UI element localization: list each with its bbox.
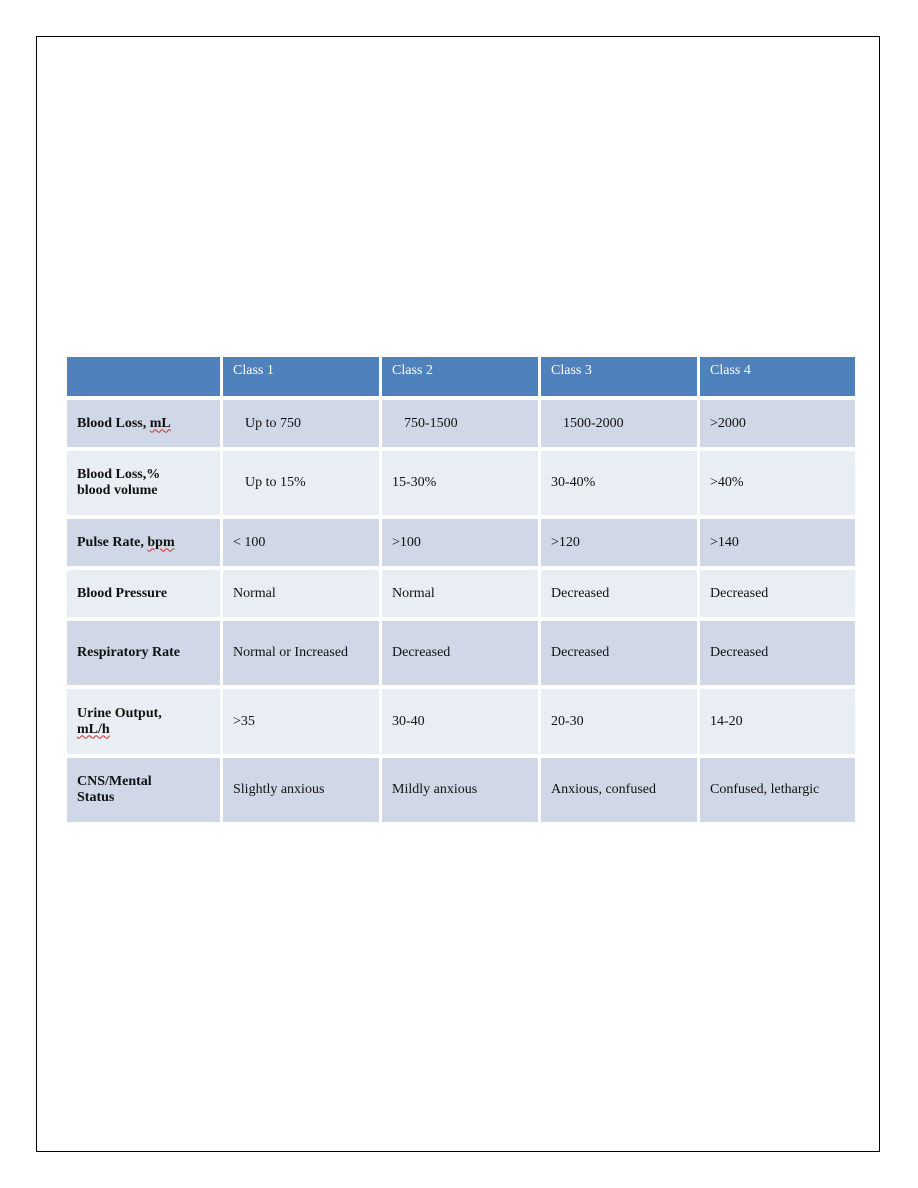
row-label-text-line2: Status — [77, 790, 115, 805]
table-cell: >140 — [700, 519, 855, 566]
table-row — [67, 519, 855, 566]
table-cell: Up to 15% — [223, 451, 379, 515]
table-cell: Anxious, confused — [541, 758, 697, 822]
table-row — [67, 451, 855, 515]
table-row — [67, 621, 855, 685]
table-cell: Normal — [223, 570, 379, 617]
header-cell-class-2: Class 2 — [382, 357, 538, 396]
row-label-text: Blood Pressure — [77, 585, 168, 601]
table-cell: 750-1500 — [382, 400, 538, 447]
table-cell: Up to 750 — [223, 400, 379, 447]
row-label — [67, 621, 220, 685]
header-cell-class-4: Class 4 — [700, 357, 855, 396]
table-cell: 30-40% — [541, 451, 697, 515]
table-cell: Decreased — [541, 570, 697, 617]
table-row — [67, 689, 855, 754]
header-cell-class-3: Class 3 — [541, 357, 697, 396]
table-cell: Slightly anxious — [223, 758, 379, 822]
header-cell-empty — [67, 357, 220, 396]
table-cell: 30-40 — [382, 689, 538, 754]
row-label-text: CNS/Mental — [77, 774, 152, 789]
row-label-text: Blood Loss,% — [77, 467, 161, 482]
table-cell: Decreased — [700, 570, 855, 617]
row-label-unit: mL — [149, 415, 171, 431]
row-label-text: Pulse Rate, — [77, 534, 148, 550]
table-cell: Confused, lethargic — [700, 758, 855, 822]
table-header-row — [67, 357, 855, 396]
row-label-text-line2: blood volume — [77, 483, 158, 498]
table-cell: < 100 — [223, 519, 379, 566]
row-label — [67, 451, 220, 515]
table-cell: Normal — [382, 570, 538, 617]
table-cell: 15-30% — [382, 451, 538, 515]
table-row — [67, 758, 855, 822]
row-label-text: Urine Output, — [77, 705, 162, 721]
table-cell: Decreased — [700, 621, 855, 685]
row-label-unit: mL/h — [77, 721, 110, 737]
table-row — [67, 400, 855, 447]
hemorrhagic-shock-classification-table — [64, 353, 858, 826]
row-label — [67, 400, 220, 447]
table-cell: Normal or Increased — [223, 621, 379, 685]
row-label-unit: bpm — [147, 534, 175, 550]
table-cell: Decreased — [541, 621, 697, 685]
table-row — [67, 570, 855, 617]
table-cell: Mildly anxious — [382, 758, 538, 822]
table-cell: 20-30 — [541, 689, 697, 754]
table-cell: >100 — [382, 519, 538, 566]
row-label-text: Respiratory Rate — [77, 645, 181, 660]
header-cell-class-1: Class 1 — [223, 357, 379, 396]
row-label — [67, 758, 220, 822]
table-cell: 14-20 — [700, 689, 855, 754]
table-cell: >120 — [541, 519, 697, 566]
table-cell: 1500-2000 — [541, 400, 697, 447]
table-cell: >2000 — [700, 400, 855, 447]
row-label — [67, 570, 220, 617]
row-label — [67, 689, 220, 754]
row-label-text: Blood Loss, — [77, 415, 150, 431]
row-label — [67, 519, 220, 566]
table-cell: >35 — [223, 689, 379, 754]
table-cell: Decreased — [382, 621, 538, 685]
table-cell: >40% — [700, 451, 855, 515]
